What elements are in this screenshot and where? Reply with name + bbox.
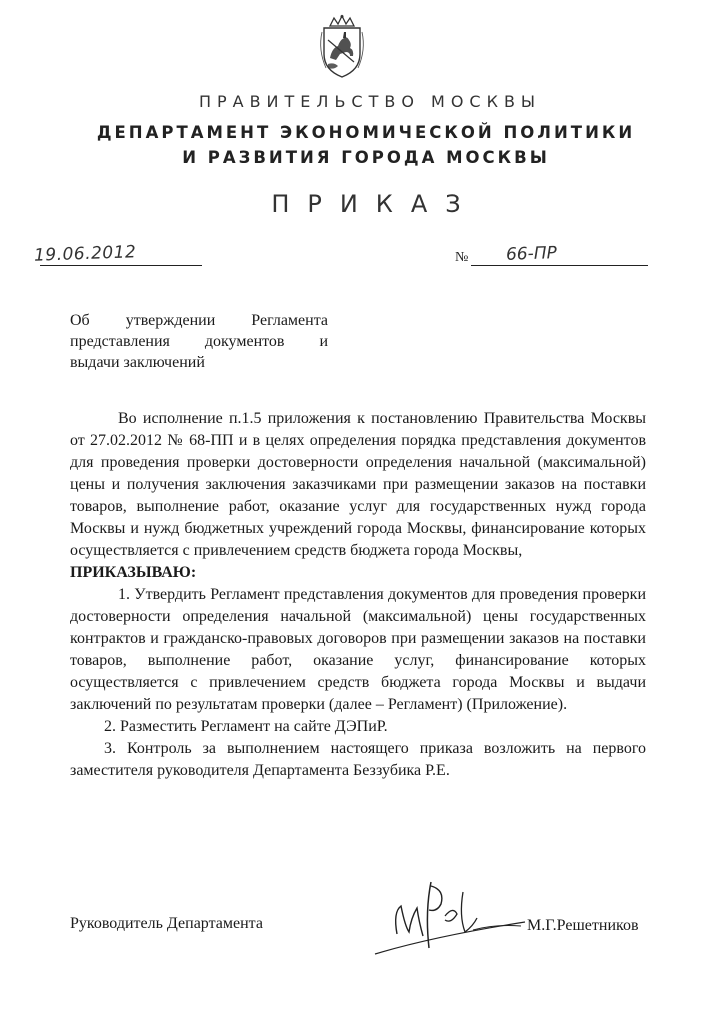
order-item-3: 3. Контроль за выполнением настоящего приказа возложить на первого заместителя руководителя Департамента Беззубика Р.Е.	[70, 740, 646, 779]
order-item-2: 2. Разместить Регламент на сайте ДЭПиР.	[104, 718, 388, 735]
order-body	[70, 408, 646, 782]
preamble-paragraph	[70, 408, 646, 584]
department-line-2: И РАЗВИТИЯ ГОРОДА МОСКВЫ	[182, 148, 550, 167]
order-word: ПРИКАЗЫВАЮ:	[70, 564, 197, 581]
department-name	[0, 120, 714, 170]
handwritten-number: 66-ПР	[505, 243, 558, 265]
subject-line-3: выдачи заключений	[70, 354, 205, 371]
signatory-name: М.Г.Решетников	[527, 917, 639, 934]
handwritten-signature	[345, 872, 545, 962]
order-subject	[70, 310, 328, 373]
handwritten-date: 19.06.2012	[33, 242, 137, 266]
order-item-1: 1. Утвердить Регламент представления документов для проведения проверки достоверности определения начальной (максимальной) цены государственных контрактов и гражданско-правовых договоров при размещении заказов на поставки товаров, выполнение работ, оказание услуг, финансирование которых осуществляется с привлечением средств бюджета города Москвы и выдачи заключений по результатам проверки (далее – Регламент) (Приложение).	[70, 586, 646, 713]
moscow-coat-of-arms-emblem	[316, 14, 368, 80]
government-name: ПРАВИТЕЛЬСТВО МОСКВЫ	[198, 92, 542, 111]
signatory-role: Руководитель Департамента	[70, 915, 263, 932]
subject-line-1: Об утверждении Регламента	[70, 312, 328, 329]
subject-line-2: представления документов и	[70, 333, 328, 350]
document-type-title: ПРИКАЗ	[271, 190, 479, 218]
date-underline	[40, 265, 202, 266]
number-label: №	[455, 250, 469, 265]
department-line-1: ДЕПАРТАМЕНТ ЭКОНОМИЧЕСКОЙ ПОЛИТИКИ	[96, 123, 636, 142]
preamble-text: Во исполнение п.1.5 приложения к постановлению Правительства Москвы от 27.02.2012 № 68-ПП и в целях определения порядка представления документов для проведения проверки достоверности определения начальной (максимальной) цены и получения заключения заказчиками при размещении заказов на поставки товаров, выполнение работ, оказание услуг для государственных нужд города Москвы и нужд бюджетных учреждений города Москвы, финансирование которых осуществляется с привлечением средств бюджета города Москвы,	[70, 410, 646, 559]
number-underline	[471, 265, 648, 266]
